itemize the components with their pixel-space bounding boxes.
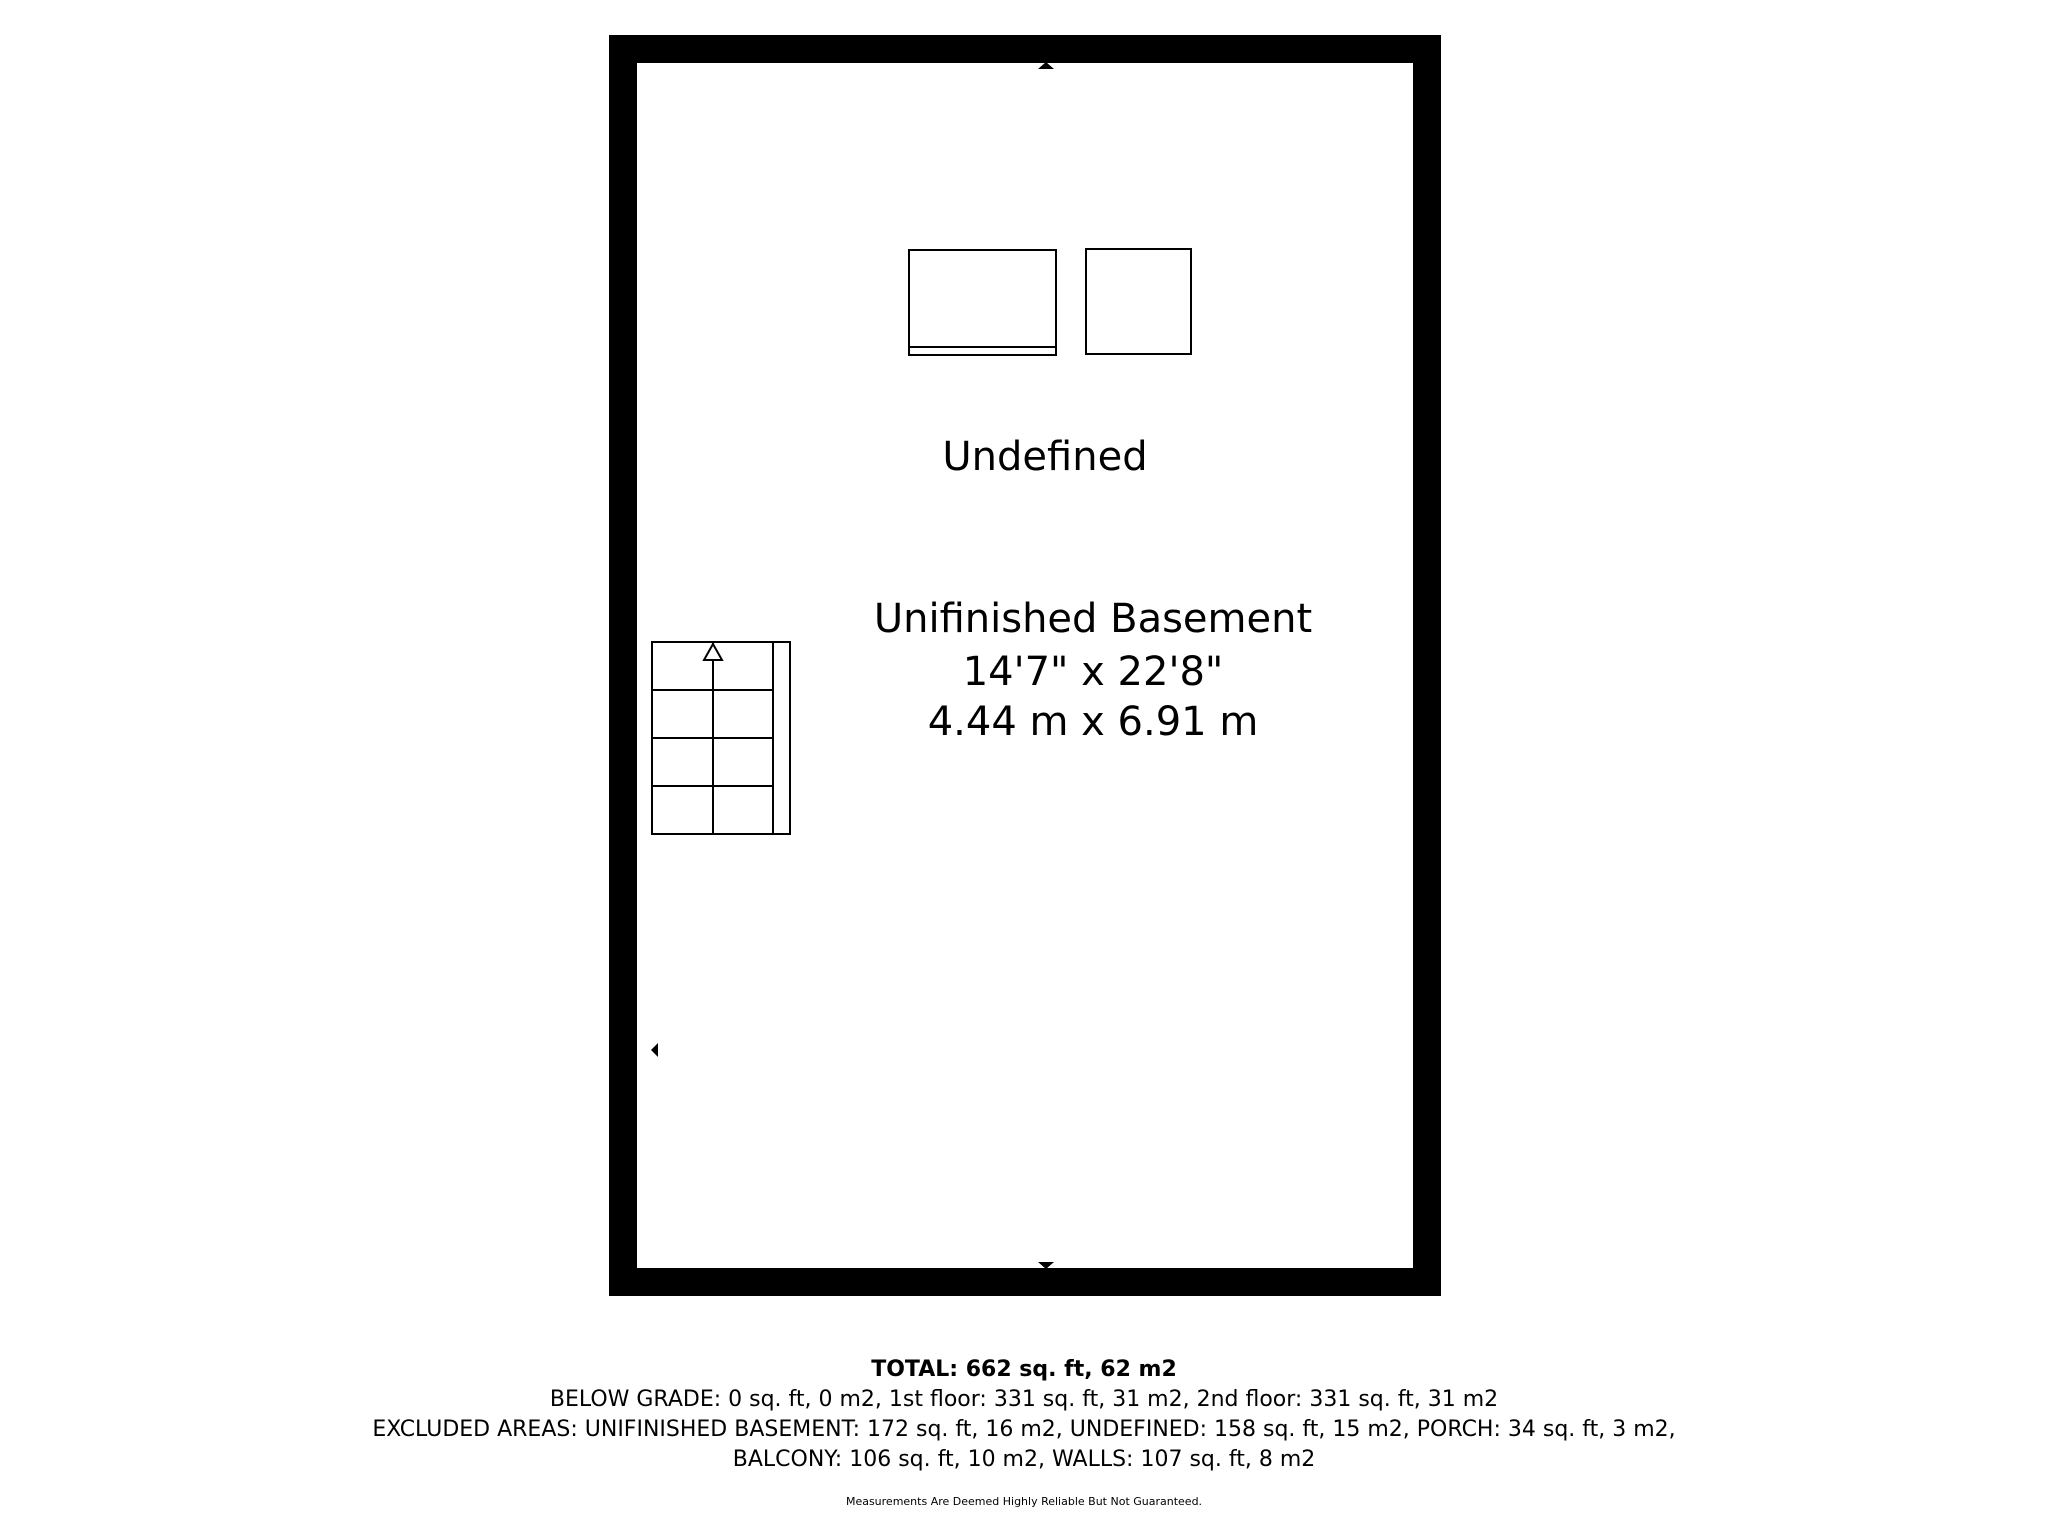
area-summary [0, 1355, 2048, 1509]
disclaimer: Measurements Are Deemed Highly Reliable But Not Guaranteed. [845, 1495, 1203, 1508]
stair-direction-arrow-icon [704, 644, 722, 660]
room-label-undefined: Undefined [942, 434, 1148, 480]
summary-line-floors: BELOW GRADE: 0 sq. ft, 0 m2, 1st floor: 331 sq. ft, 31 m2, 2nd floor: 331 sq. ft, 31 m2 [549, 1387, 1499, 1412]
summary-line-excluded: EXCLUDED AREAS: UNIFINISHED BASEMENT: 172 sq. ft, 16 m2, UNDEFINED: 158 sq. ft, 15 m2, PORCH: 34 sq. ft, 3 m2, [372, 1417, 1676, 1442]
room-label-basement: Unifinished Basement [873, 596, 1313, 642]
arrow-bottom-marker [1038, 1262, 1054, 1269]
room-dimension-metric: 4.44 m x 6.91 m [927, 699, 1259, 745]
summary-line-excluded-continued: BALCONY: 106 sq. ft, 10 m2, WALLS: 107 sq. ft, 8 m2 [732, 1447, 1316, 1472]
room-dimension-imperial: 14'7" x 22'8" [962, 649, 1224, 695]
appliance-rect-right [1086, 249, 1191, 354]
arrow-left-marker [651, 1043, 658, 1057]
total-area: TOTAL: 662 sq. ft, 62 m2 [871, 1357, 1177, 1382]
appliance-rect-left [909, 250, 1056, 355]
arrow-top-marker [1038, 62, 1054, 69]
staircase [652, 642, 790, 834]
